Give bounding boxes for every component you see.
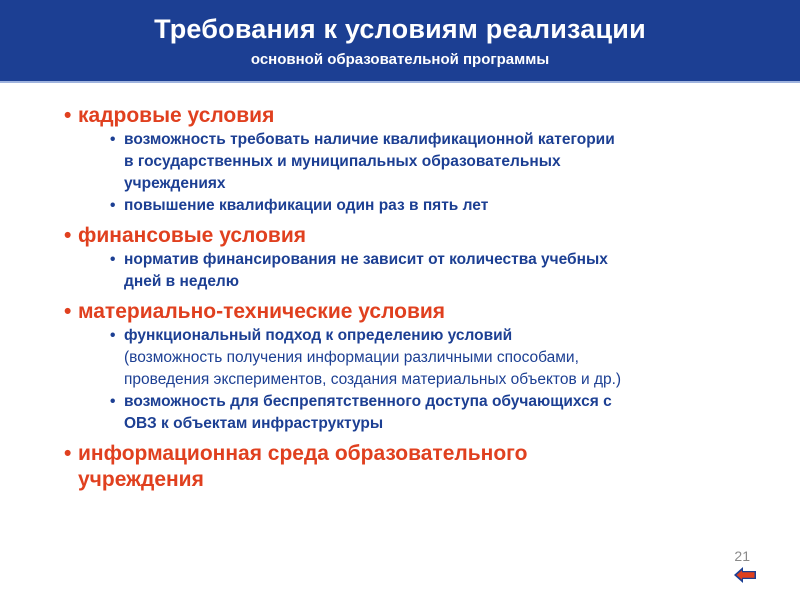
section-heading: • финансовые условия	[64, 224, 306, 247]
bullet-icon: •	[64, 442, 72, 465]
slide-header	[0, 0, 800, 83]
bullet-icon: •	[110, 197, 116, 214]
list-item: • возможность для беспрепятственного доступа обучающихся с ОВЗ к объектам инфраструктуры	[110, 393, 612, 432]
bullet-icon: •	[110, 393, 116, 410]
section-staffing	[0, 103, 800, 217]
back-arrow-icon-graphic	[733, 566, 757, 584]
page-number: 21	[734, 548, 750, 564]
back-arrow-icon[interactable]	[733, 566, 757, 584]
slide-subtitle: основной образовательной программы	[250, 51, 550, 68]
section-heading: • кадровые условия	[64, 104, 275, 127]
slide-content	[0, 103, 800, 493]
bullet-icon: •	[110, 327, 116, 344]
bullet-icon: •	[110, 131, 116, 148]
section-heading: • материально-технические условия	[64, 300, 446, 323]
slide-title: Требования к условиям реализации	[154, 14, 646, 44]
section-material	[0, 299, 800, 435]
section-financial	[0, 223, 800, 293]
list-item: • повышение квалификации один раз в пять лет	[0, 195, 800, 217]
bullet-icon: •	[64, 224, 72, 247]
list-item: • возможность требовать наличие квалификационной категории в государственных и муниципальных образовательных учреждениях	[110, 131, 615, 192]
bullet-icon: •	[64, 300, 72, 323]
list-item-note: (возможность получения информации различными способами, проведения экспериментов, создания материальных объектов и др.)	[124, 349, 622, 388]
section-heading: • информационная среда образовательного учреждения	[64, 442, 528, 491]
section-information	[0, 441, 800, 493]
list-item: • норматив финансирования не зависит от количества учебных дней в неделю	[110, 251, 608, 290]
list-item: • функциональный подход к определению условий	[0, 325, 800, 347]
bullet-icon: •	[64, 104, 72, 127]
bullet-icon: •	[110, 251, 116, 268]
